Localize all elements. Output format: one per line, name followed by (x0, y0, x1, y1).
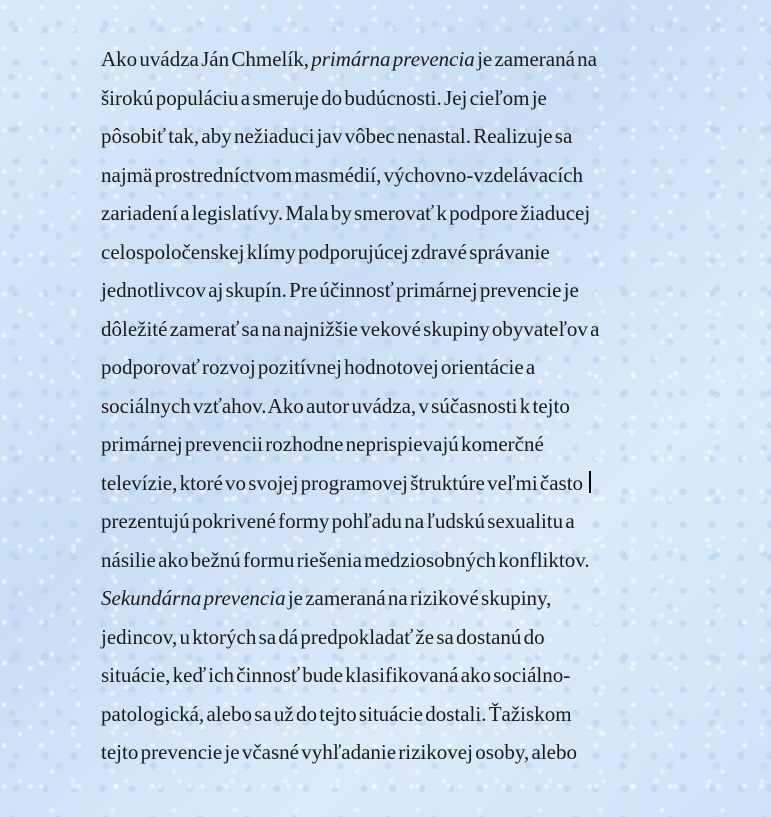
text-line (101, 194, 701, 233)
text-line (101, 348, 701, 387)
text-run: televízie, ktoré vo svojej programovej štruktúre veľmi často (101, 470, 584, 495)
text-line (101, 425, 701, 464)
text-run: podporovať rozvoj pozitívnej hodnotovej orientácie a (101, 355, 536, 379)
italic-term: Sekundárna prevencia (101, 586, 286, 610)
text-line (101, 310, 701, 349)
text-line (101, 618, 701, 657)
text-line (101, 541, 701, 580)
text-run: najmä prostredníctvom masmédií, výchovno-vzdelávacích (101, 162, 584, 187)
text-line (101, 464, 701, 503)
text-run: je zameraná na (474, 47, 597, 71)
text-run: sociálnych vzťahov. Ako autor uvádza, v súčasnosti k tejto (101, 393, 570, 418)
text-run: primárnej prevencii rozhodne neprispievajú komerčné (101, 432, 544, 456)
text-run: pôsobiť tak, aby nežiaduci jav vôbec nenastal. Realizuje sa (101, 124, 573, 148)
text-run: je zameraná na rizikové skupiny, (285, 586, 552, 610)
text-run: prezentujú pokrivené formy pohľadu na ľudskú sexualitu a (101, 509, 575, 533)
text-line (101, 233, 701, 272)
text-line (101, 156, 701, 195)
text-run: dôležité zamerať sa na najnižšie vekové skupiny obyvateľov a (101, 316, 600, 341)
text-run: násilie ako bežnú formu riešenia medziosobných konfliktov. (101, 547, 590, 572)
text-cursor (589, 471, 591, 493)
document-body-text[interactable] (101, 40, 701, 772)
text-line (101, 579, 701, 618)
text-line (101, 695, 701, 734)
text-run: jednotlivcov aj skupín. Pre účinnosť primárnej prevencie je (101, 278, 579, 302)
text-run: širokú populáciu a smeruje do budúcnosti. Jej cieľom je (101, 85, 547, 110)
text-run: zariadení a legislatívy. Mala by smerovať k podpore žiaducej (101, 201, 591, 225)
text-line (101, 40, 701, 79)
text-run: situácie, keď ich činnosť bude klasifikovaná ako sociálno- (101, 663, 571, 687)
text-line (101, 117, 701, 156)
text-run: Ako uvádza Ján Chmelík, (101, 47, 312, 71)
text-line (101, 79, 701, 118)
text-line (101, 502, 701, 541)
text-line (101, 387, 701, 426)
text-line (101, 733, 701, 772)
text-run: patologická, alebo sa už do tejto situácie dostali. Ťažiskom (101, 701, 572, 726)
text-run: jedincov, u ktorých sa dá predpokladať že sa dostanú do (101, 624, 545, 649)
italic-term: primárna prevencia (311, 47, 475, 71)
text-line (101, 271, 701, 310)
text-run: tejto prevencie je včasné vyhľadanie rizikovej osoby, alebo (101, 740, 577, 764)
text-run: celospoločenskej klímy podporujúcej zdravé správanie (101, 239, 550, 264)
text-line (101, 656, 701, 695)
